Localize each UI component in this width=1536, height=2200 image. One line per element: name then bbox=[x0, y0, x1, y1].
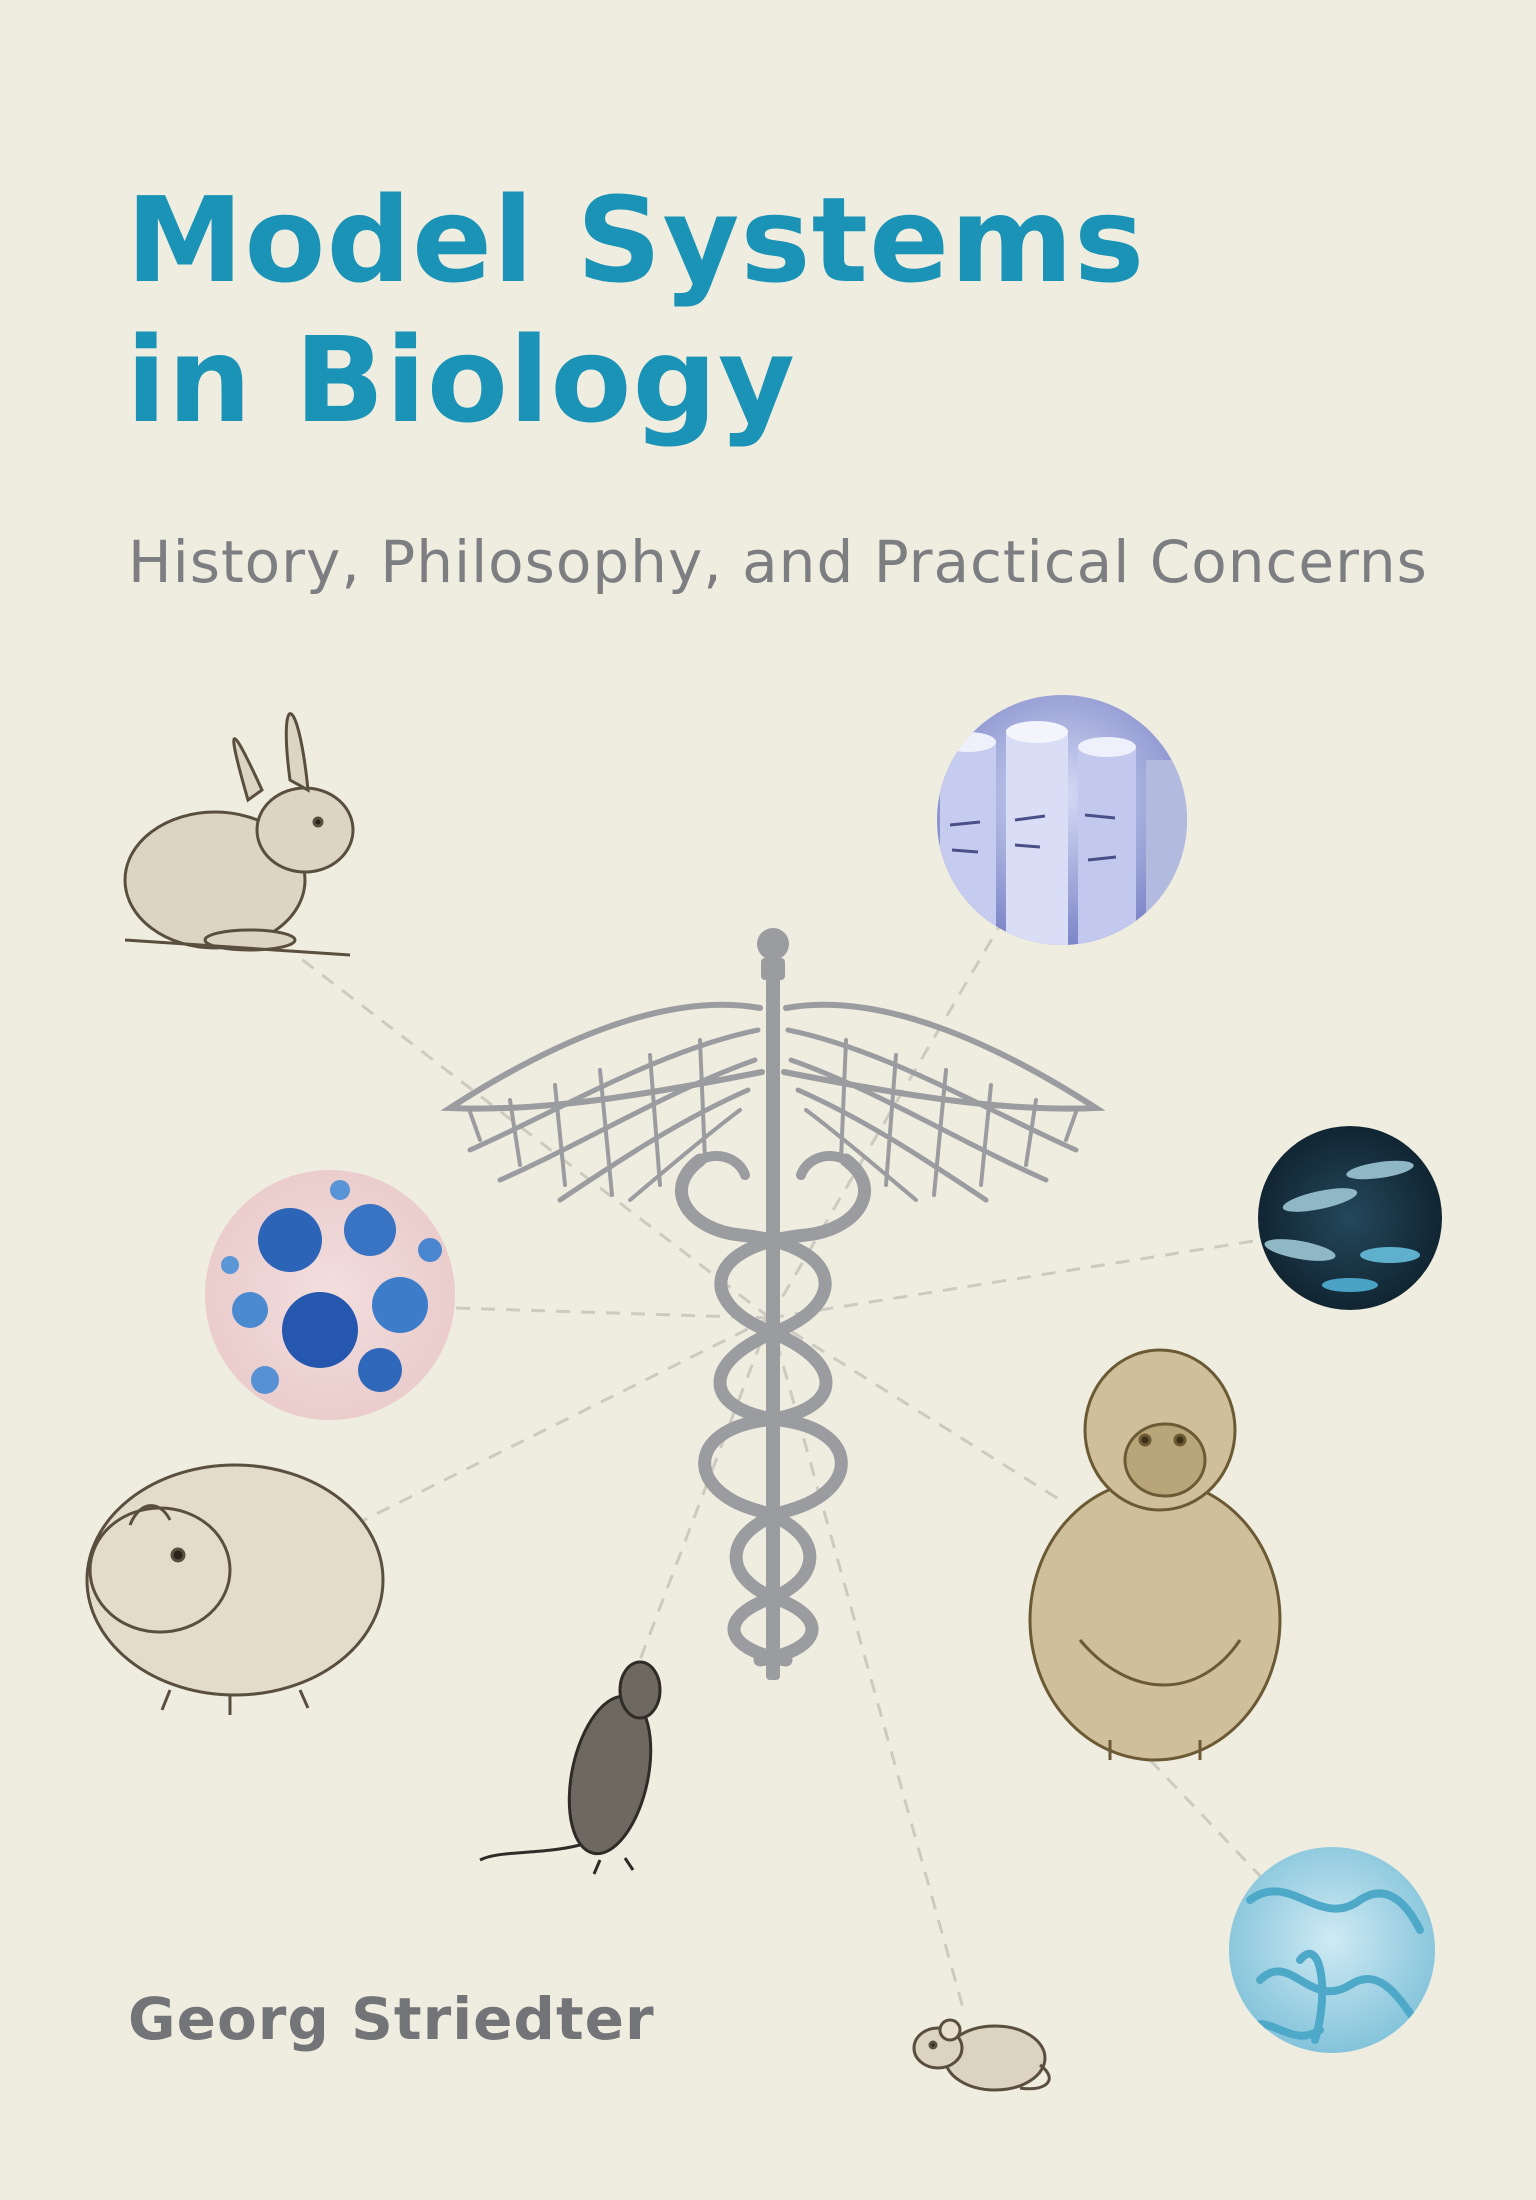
rabbit-illustration bbox=[125, 714, 353, 955]
title-line-2: in Biology bbox=[126, 311, 796, 449]
blood-cells-image bbox=[205, 1170, 455, 1420]
title-line-1: Model Systems bbox=[126, 171, 1146, 309]
book-subtitle: History, Philosophy, and Practical Concerns bbox=[128, 528, 1428, 596]
caduceus-icon bbox=[450, 928, 1096, 1680]
test-tubes-image bbox=[937, 695, 1196, 960]
rat-illustration bbox=[480, 1662, 664, 1874]
mouse-illustration bbox=[914, 2020, 1049, 2090]
macaque-illustration bbox=[1030, 1350, 1280, 1760]
nematode-worms-image bbox=[1229, 1847, 1435, 2053]
book-title bbox=[126, 170, 1145, 450]
guinea-pig-illustration bbox=[87, 1465, 383, 1715]
book-author: Georg Striedter bbox=[128, 1985, 655, 2053]
zebrafish-image bbox=[1258, 1126, 1442, 1310]
